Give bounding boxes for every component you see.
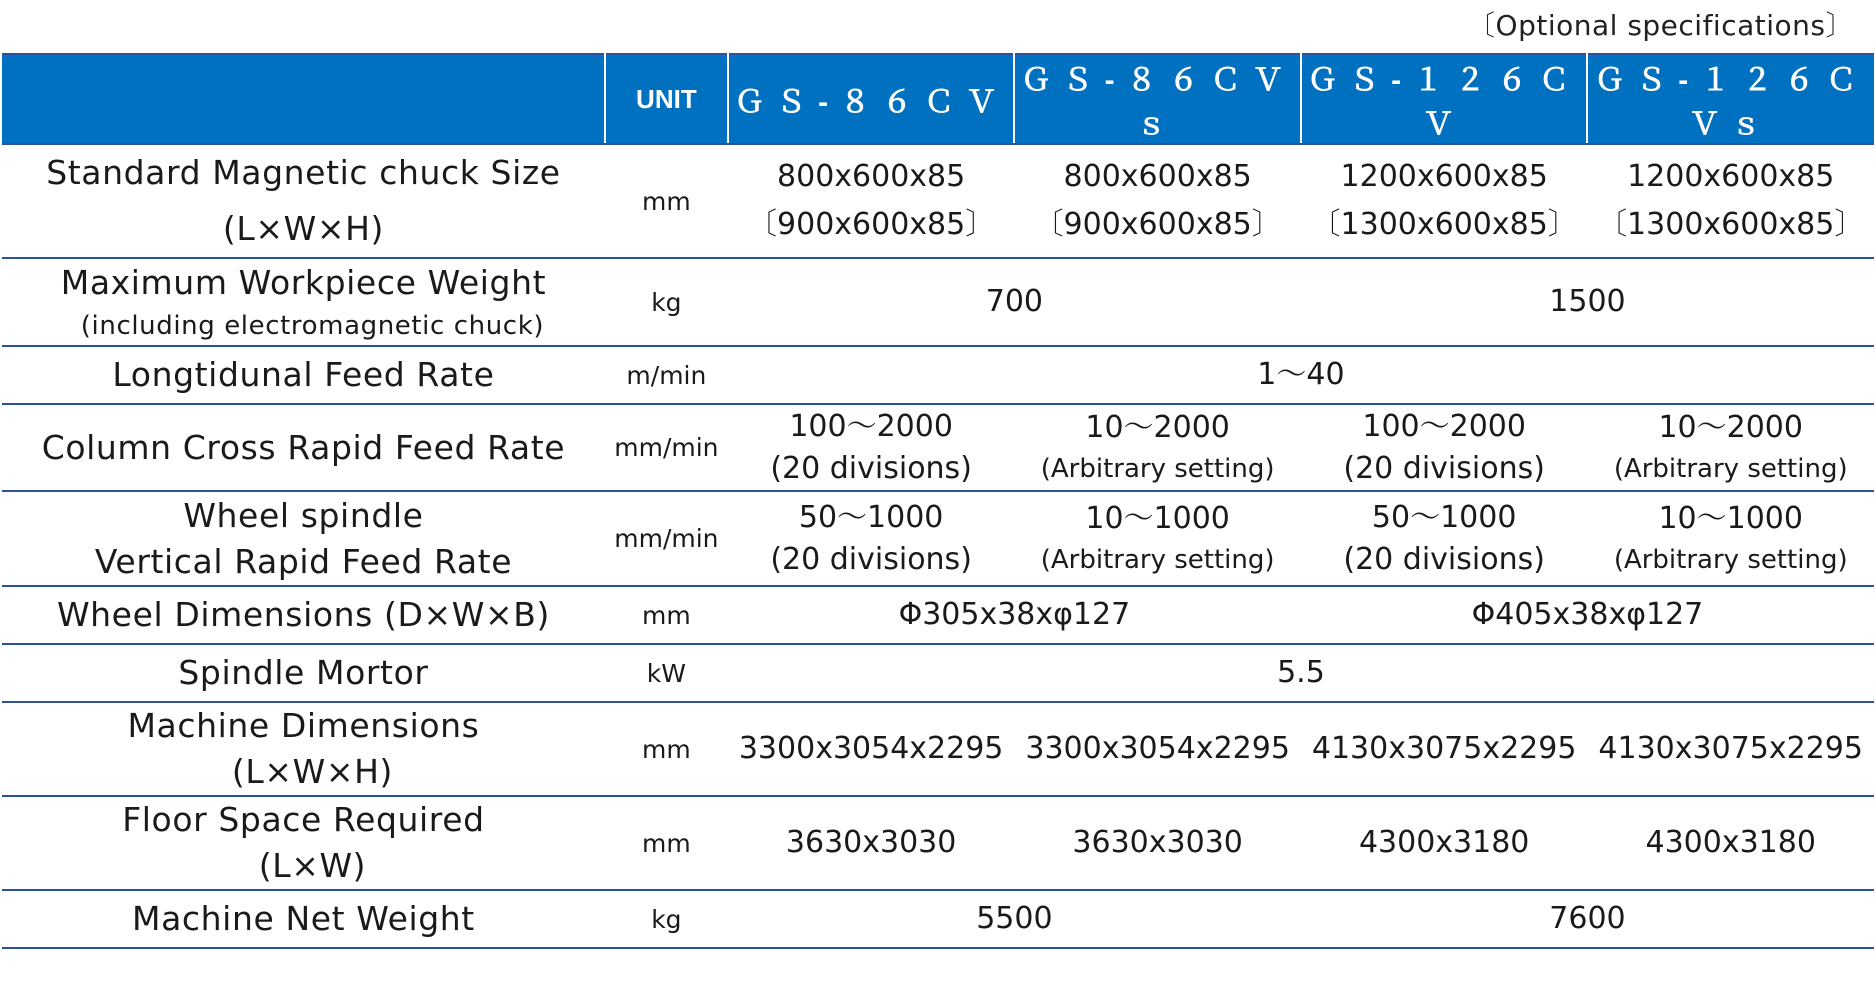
model-header-gs86cv: ＧＳ-８６ＣＶ bbox=[728, 54, 1015, 144]
value-line: 〔900x600x85〕 bbox=[1033, 207, 1282, 242]
unit-column-header: UNIT bbox=[605, 54, 728, 144]
unit-cell: mm/min bbox=[605, 491, 728, 586]
value-cell: 1～40 bbox=[728, 346, 1874, 404]
value-cell: 4300x3180 bbox=[1587, 796, 1874, 890]
table-row bbox=[2, 491, 1874, 586]
optional-specifications-note: 〔Optional specifications〕 bbox=[1467, 9, 1854, 42]
value-cell bbox=[728, 144, 1015, 258]
value-cell bbox=[1587, 404, 1874, 491]
table-header-row bbox=[2, 54, 1874, 144]
row-label-line: Wheel spindle bbox=[183, 495, 424, 535]
value-cell: 3630x3030 bbox=[1014, 796, 1301, 890]
specifications-table bbox=[2, 53, 1874, 949]
unit-cell: kg bbox=[605, 890, 728, 948]
value-cell bbox=[728, 404, 1015, 491]
value-line: (20 divisions) bbox=[1343, 541, 1545, 577]
table-row bbox=[2, 890, 1874, 948]
table-row bbox=[2, 796, 1874, 890]
unit-cell: kg bbox=[605, 258, 728, 346]
value-cell bbox=[1301, 404, 1588, 491]
value-line: 10～1000 bbox=[1085, 500, 1230, 536]
value-line: 100～2000 bbox=[1362, 408, 1526, 444]
unit-cell: mm bbox=[605, 586, 728, 644]
value-line: (Arbitrary setting) bbox=[1613, 544, 1848, 575]
value-line: 1200x600x85 bbox=[1340, 159, 1548, 194]
value-cell bbox=[1301, 144, 1588, 258]
row-label-line: (L×W) bbox=[258, 846, 367, 885]
row-label-line: Maximum Workpiece Weight bbox=[60, 263, 547, 302]
header-blank-cell bbox=[2, 54, 605, 144]
row-label bbox=[2, 491, 605, 586]
table-row bbox=[2, 586, 1874, 644]
value-line: 10～2000 bbox=[1085, 409, 1230, 445]
value-cell: 3630x3030 bbox=[728, 796, 1015, 890]
row-label-line: (L×W×H) bbox=[231, 752, 393, 791]
value-line: (Arbitrary setting) bbox=[1613, 453, 1848, 484]
table-row bbox=[2, 404, 1874, 491]
value-line: (20 divisions) bbox=[1343, 450, 1545, 486]
row-label: Spindle Mortor bbox=[2, 644, 605, 702]
value-cell bbox=[1587, 491, 1874, 586]
value-line: 800x600x85 bbox=[777, 159, 966, 194]
table-row bbox=[2, 258, 1874, 346]
value-cell: 3300x3054x2295 bbox=[728, 702, 1015, 796]
value-cell: 4130x3075x2295 bbox=[1587, 702, 1874, 796]
value-line: (20 divisions) bbox=[770, 450, 972, 486]
value-line: 1200x600x85 bbox=[1627, 159, 1835, 194]
value-line: (Arbitrary setting) bbox=[1040, 544, 1275, 575]
value-line: (20 divisions) bbox=[770, 541, 972, 577]
unit-cell: mm bbox=[605, 144, 728, 258]
row-label: Machine Net Weight bbox=[2, 890, 605, 948]
value-line: 〔1300x600x85〕 bbox=[1310, 207, 1578, 242]
value-cell bbox=[1014, 491, 1301, 586]
row-label-line: Vertical Rapid Feed Rate bbox=[94, 541, 513, 581]
unit-cell: m/min bbox=[605, 346, 728, 404]
value-line: 100～2000 bbox=[789, 408, 953, 444]
value-line: 〔900x600x85〕 bbox=[747, 207, 996, 242]
value-line: 50～1000 bbox=[798, 499, 944, 535]
row-label-line: (L×W×H) bbox=[222, 209, 384, 248]
table-row bbox=[2, 144, 1874, 258]
value-cell: 7600 bbox=[1301, 890, 1874, 948]
table-row bbox=[2, 644, 1874, 702]
model-header-gs126cvs: ＧＳ-１２６ＣＶｓ bbox=[1587, 54, 1874, 144]
row-label bbox=[2, 702, 605, 796]
value-line: (Arbitrary setting) bbox=[1040, 453, 1275, 484]
unit-cell: mm bbox=[605, 796, 728, 890]
row-label: Column Cross Rapid Feed Rate bbox=[2, 404, 605, 491]
value-cell: Φ305x38xφ127 bbox=[728, 586, 1301, 644]
model-header-gs126cv: ＧＳ-１２６ＣＶ bbox=[1301, 54, 1588, 144]
value-cell bbox=[1014, 144, 1301, 258]
row-label bbox=[2, 796, 605, 890]
value-cell bbox=[1587, 144, 1874, 258]
value-line: 50～1000 bbox=[1371, 499, 1517, 535]
value-cell: Φ405x38xφ127 bbox=[1301, 586, 1874, 644]
value-cell: 4300x3180 bbox=[1301, 796, 1588, 890]
unit-cell: mm bbox=[605, 702, 728, 796]
value-line: 10～1000 bbox=[1658, 500, 1803, 536]
unit-cell: mm/min bbox=[605, 404, 728, 491]
row-label-line: Standard Magnetic chuck Size bbox=[46, 153, 561, 192]
row-label bbox=[2, 144, 605, 258]
value-cell: 4130x3075x2295 bbox=[1301, 702, 1588, 796]
table-row bbox=[2, 702, 1874, 796]
row-label-line: (including electromagnetic chuck) bbox=[80, 311, 545, 341]
row-label: Wheel Dimensions (D×W×B) bbox=[2, 586, 605, 644]
row-label-line: Machine Dimensions bbox=[127, 706, 480, 745]
value-line: 10～2000 bbox=[1658, 409, 1803, 445]
value-cell: 1500 bbox=[1301, 258, 1874, 346]
value-cell: 700 bbox=[728, 258, 1301, 346]
value-cell: 5.5 bbox=[728, 644, 1874, 702]
row-label: Longtidunal Feed Rate bbox=[2, 346, 605, 404]
value-line: 〔1300x600x85〕 bbox=[1597, 207, 1865, 242]
value-cell bbox=[1014, 404, 1301, 491]
row-label-line: Floor Space Required bbox=[122, 800, 485, 839]
value-cell: 3300x3054x2295 bbox=[1014, 702, 1301, 796]
value-cell bbox=[728, 491, 1015, 586]
value-line: 800x600x85 bbox=[1063, 159, 1252, 194]
table-row bbox=[2, 346, 1874, 404]
model-header-gs86cvs: ＧＳ-８６ＣＶｓ bbox=[1014, 54, 1301, 144]
unit-cell: kW bbox=[605, 644, 728, 702]
value-cell bbox=[1301, 491, 1588, 586]
value-cell: 5500 bbox=[728, 890, 1301, 948]
row-label bbox=[2, 258, 605, 346]
